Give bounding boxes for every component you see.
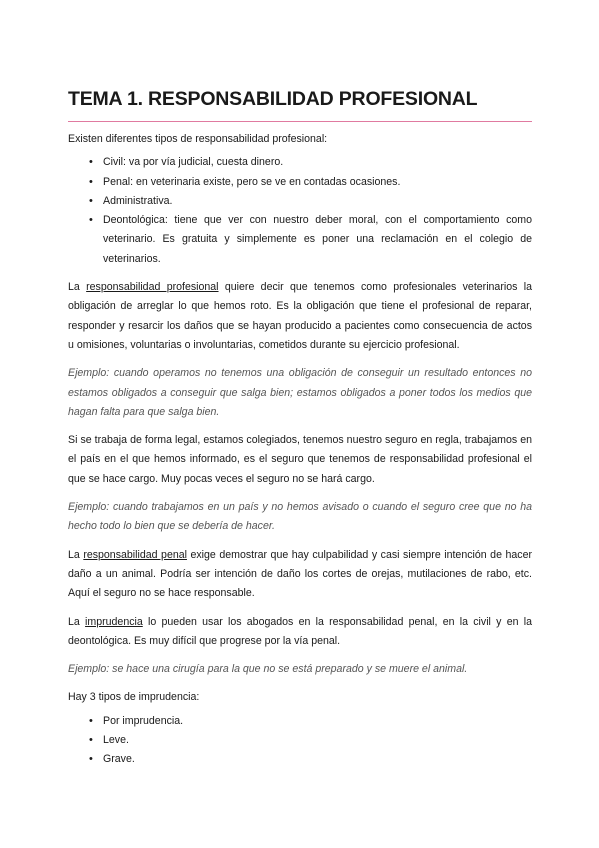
list-item: • Por imprudencia. (68, 712, 532, 731)
imprudence-paragraph (68, 613, 532, 652)
list-item: • Grave. (68, 750, 532, 769)
list-item: • Deontológica: tiene que ver con nuestro deber moral, con el comportamiento como veterinario. Es gratuita y simplemente es poner una reclamación en el colegio de veterinarios. (68, 211, 532, 269)
list-item: • Administrativa. (68, 192, 532, 211)
document-page (68, 88, 532, 770)
imprudence-types-intro: Hay 3 tipos de imprudencia: (68, 691, 200, 704)
example-paragraph: Ejemplo: se hace una cirugía para la que no se está preparado y se muere el animal. (68, 663, 468, 676)
paragraph-body: exige demostrar que hay culpabilidad y casi siempre intención de hacer daño a un animal. Podría ser intención de daño los cortes de orejas, mutilaciones de rabo, etc. Aquí el seguro no se hace responsable. (68, 548, 532, 600)
responsibility-types-list (68, 153, 532, 269)
paragraph-lead: La (68, 615, 86, 628)
term-professional-responsibility: responsabilidad profesional (86, 281, 219, 294)
professional-responsibility-paragraph (68, 278, 532, 355)
intro-paragraph: Existen diferentes tipos de responsabilidad profesional: (68, 133, 328, 145)
paragraph-lead: La (68, 281, 87, 294)
term-penal-responsibility: responsabilidad penal (83, 548, 187, 561)
example-paragraph: Ejemplo: cuando trabajamos en un país y no hemos avisado o cuando el seguro cree que no ha hecho todo lo bien que se debería de hacer. (68, 501, 532, 533)
insurance-paragraph: Si se trabaja de forma legal, estamos colegiados, tenemos nuestro seguro en regla, trabajamos en el país en el que hemos informado, es el seguro que tenemos de responsabilidad profesional el que se hace cargo. Muy pocas veces el seguro no se hará cargo. (68, 434, 532, 485)
paragraph-body: lo pueden usar los abogados en la responsabilidad penal, en la civil y en la deontológica. Es muy difícil que progrese por la vía penal. (68, 615, 532, 647)
list-item: • Leve. (68, 731, 532, 750)
list-item: • Penal: en veterinaria existe, pero se ve en contadas ocasiones. (68, 173, 532, 192)
penal-responsibility-paragraph (68, 546, 532, 604)
example-paragraph: Ejemplo: cuando operamos no tenemos una obligación de conseguir un resultado entonces no estamos obligados a conseguir que salga bien; estamos obligados a poner todos los medios que hagan falta para que salga bien. (68, 367, 532, 418)
imprudence-types-list (68, 712, 532, 770)
paragraph-lead: La (68, 548, 84, 561)
page-title: TEMA 1. RESPONSABILIDAD PROFESIONAL (68, 88, 532, 122)
paragraph-body: quiere decir que tenemos como profesionales veterinarios la obligación de arreglar lo que hemos roto. Es la obligación que tiene el profesional de reparar, responder y resarcir los daños que se hayan producido a pacientes como consecuencia de actos u omisiones, voluntarias o involuntarias, cometidos durante su ejercicio profesional. (68, 281, 532, 351)
term-imprudence: imprudencia (85, 615, 143, 628)
list-item: • Civil: va por vía judicial, cuesta dinero. (68, 153, 532, 172)
